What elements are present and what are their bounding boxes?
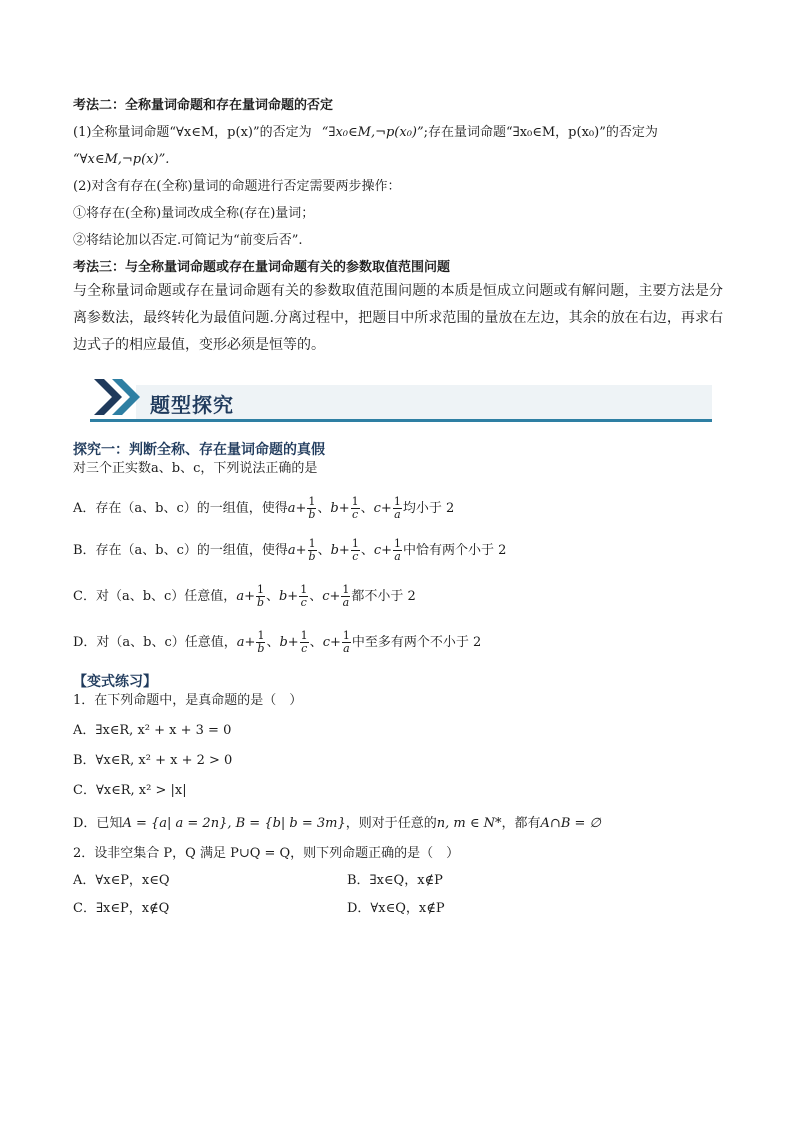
kaofa2-p2: (2)对含有存在(全称)量词的命题进行否定需要两步操作： xyxy=(73,179,401,194)
q1-d-mid: ，则对于任意的 xyxy=(345,816,437,831)
option-b: B．存在（a、b、c）的一组值，使得a+ $\frac{1}{b}$ 、b+ $\frac{1}{c}$ 、c+ $\frac{1}{a}$ 中恰有两个小于 2 xyxy=(73,537,507,563)
frac-1-c: $\frac{1}{c}$ xyxy=(300,629,308,655)
practice-q1-b: B．∀x∈R, x² + x + 2 > 0 xyxy=(73,753,233,768)
double-chevron-icon xyxy=(94,379,140,415)
option-a-post: 均小于 2 xyxy=(402,501,455,516)
kaofa3-title: 考法三：与全称量词命题或存在量词命题有关的参数取值范围问题 xyxy=(73,260,451,275)
q1-d-pre: D．已知 xyxy=(73,816,123,831)
frac-1-b: $\frac{1}{b}$ xyxy=(257,629,265,655)
option-b-post: 中恰有两个小于 2 xyxy=(403,543,507,558)
kaofa2-title: 考法二：全称量词命题和存在量词命题的否定 xyxy=(73,98,334,113)
option-d-post: 中至多有两个不小于 2 xyxy=(351,635,482,650)
frac-1-a: $\frac{1}{a}$ xyxy=(342,629,350,655)
frac-1-b: $\frac{1}{b}$ xyxy=(256,583,264,609)
practice-q1: 1．在下列命题中，是真命题的是（ ） xyxy=(73,693,303,708)
option-c-pre: C．对（a、b、c）任意值， xyxy=(73,589,237,604)
kaofa3-body: 与全称量词命题或存在量词命题有关的参数取值范围问题的本质是恒成立问题或有解问题，主要方法是分离参数法，最终转化为最值问题.分离过程中，把题目中所求范围的量放在左边，其余的放在右边，再求右边式子的相应最值，变形必须是恒等的。 xyxy=(73,283,723,353)
kaofa2-p1 xyxy=(73,124,723,142)
option-a-pre: A．存在（a、b、c）的一组值，使得 xyxy=(73,501,288,516)
kaofa2-p1-b: “∃x₀∈M,¬p(x₀)” xyxy=(321,125,424,140)
option-d: D．对（a、b、c）任意值，a+ $\frac{1}{b}$ 、b+ $\frac{1}{c}$ 、c+ $\frac{1}{a}$ 中至多有两个不小于 2 xyxy=(73,629,482,655)
practice-q2-b: B．∃x∈Q，x∉P xyxy=(347,873,443,888)
frac-1-a: $\frac{1}{a}$ xyxy=(394,537,402,563)
frac-1-a: $\frac{1}{a}$ xyxy=(393,495,401,521)
kaofa2-p4: ②将结论加以否定.可简记为“前变后否”. xyxy=(73,233,303,248)
practice-q2-d: D．∀x∈Q，x∉P xyxy=(347,901,445,916)
practice-q1-d xyxy=(73,815,723,833)
option-c: C．对（a、b、c）任意值，a+ $\frac{1}{b}$ 、b+ $\frac{1}{c}$ 、c+ $\frac{1}{a}$ 都不小于 2 xyxy=(73,583,416,609)
option-b-pre: B．存在（a、b、c）的一组值，使得 xyxy=(73,543,288,558)
tanjiu1-title: 探究一：判断全称、存在量词命题的真假 xyxy=(73,442,325,458)
q1-d-intersection: A∩B = ∅ xyxy=(540,816,601,831)
practice-q2: 2．设非空集合 P，Q 满足 P∪Q = Q，则下列命题正确的是（ ） xyxy=(73,846,460,861)
frac-1-b: $\frac{1}{b}$ xyxy=(308,537,316,563)
option-a: A．存在（a、b、c）的一组值，使得a+ $\frac{1}{b}$ 、b+ $\frac{1}{c}$ 、c+ $\frac{1}{a}$ 均小于 2 xyxy=(73,495,455,521)
frac-1-a: $\frac{1}{a}$ xyxy=(342,583,350,609)
banner-underline xyxy=(90,419,712,422)
practice-q2-c: C．∃x∈P，x∉Q xyxy=(73,901,170,916)
q1-d-post: ，都有 xyxy=(501,816,541,831)
kaofa2-p1-a: (1)全称量词命题“∀x∈M，p(x)”的否定为 xyxy=(73,125,312,140)
option-d-pre: D．对（a、b、c）任意值， xyxy=(73,635,237,650)
q1-d-sets: A = {a| a = 2n}, B = {b| b = 3m} xyxy=(122,816,346,831)
banner-title: 题型探究 xyxy=(150,393,234,417)
practice-q1-c: C．∀x∈R, x² > |x| xyxy=(73,783,187,798)
frac-1-c: $\frac{1}{c}$ xyxy=(351,495,359,521)
q1-d-nm: n, m ∈ N* xyxy=(436,816,502,831)
kaofa2-p3: ①将存在(全称)量词改成全称(存在)量词； xyxy=(73,206,315,221)
practice-title: 【变式练习】 xyxy=(73,674,157,690)
practice-q2-a: A．∀x∈P，x∈Q xyxy=(73,873,170,888)
practice-q1-a: A．∃x∈R, x² + x + 3 = 0 xyxy=(73,723,232,738)
kaofa2-p1-c: ;存在量词命题“∃x₀∈M，p(x₀)”的否定为 xyxy=(423,125,658,140)
kaofa2-p1-d: “∀x∈M,¬p(x)”. xyxy=(73,152,170,167)
frac-1-c: $\frac{1}{c}$ xyxy=(300,583,308,609)
tanjiu1-question: 对三个正实数a、b、c，下列说法正确的是 xyxy=(73,461,318,476)
frac-1-c: $\frac{1}{c}$ xyxy=(351,537,359,563)
frac-1-b: $\frac{1}{b}$ xyxy=(308,495,316,521)
option-c-post: 都不小于 2 xyxy=(351,589,416,604)
